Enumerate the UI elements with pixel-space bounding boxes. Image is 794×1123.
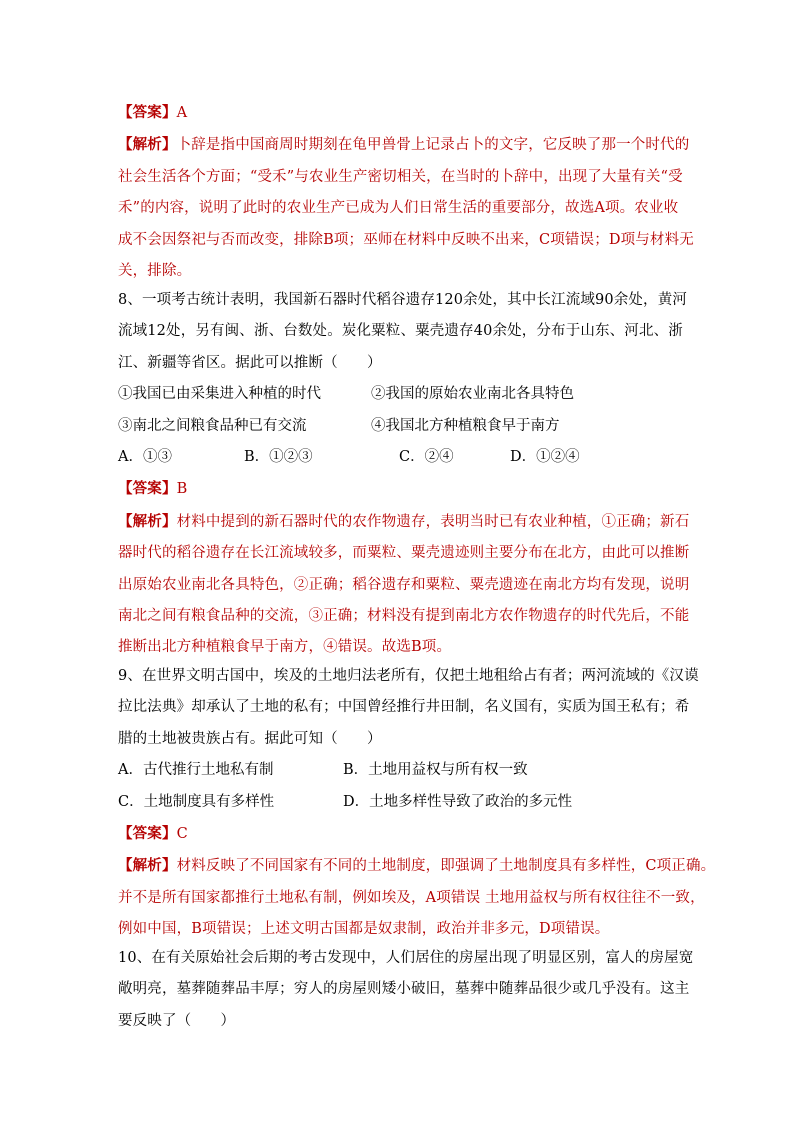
q7-answer-block <box>118 97 694 287</box>
q7-analysis-line: 【解析】卜辞是指中国商周时期刻在龟甲兽骨上记录占卜的文字，它反映了那一个时代的 <box>118 136 690 154</box>
q8-answer <box>118 473 678 505</box>
q10-stem-line: 10、在有关原始社会后期的考古发现中，人们居住的房屋出现了明显区别，富人的房屋宽 <box>118 950 694 966</box>
q8-analysis-line: 推断出北方种植粮食早于南方，④错误。故选B项。 <box>118 639 452 656</box>
q9-analysis-line: 例如中国，B项错误；上述文明古国都是奴隶制，政治并非多元，D项错误。 <box>118 921 610 938</box>
q10-block <box>118 943 694 1037</box>
q8-stem-line: 江、新疆等省区。据此可以推断（ ） <box>118 354 382 371</box>
q8-analysis-line: 器时代的稻谷遗存在长江流域较多，而粟粒、粟壳遗迹则主要分布在北方，由此可以推断 <box>118 545 690 562</box>
q9-option-b: B．土地用益权与所有权一致 <box>343 762 528 779</box>
q8-option-a: A．①③ <box>118 449 172 465</box>
q8-block <box>118 285 690 664</box>
q10-stem-line: 要反映了（ ） <box>118 1012 236 1029</box>
answer-value: C <box>176 826 188 842</box>
q9-option-d: D．土地多样性导致了政治的多元性 <box>343 793 573 810</box>
q9-analysis-line: 【解析】材料反映了不同国家有不同的土地制度，即强调了土地制度具有多样性，C项正确。 <box>118 857 716 875</box>
q9-option-a: A．古代推行土地私有制 <box>118 762 274 779</box>
answer-label: 【答案】 <box>118 825 177 842</box>
q8-statement: ①我国已由采集进入种植的时代 <box>118 386 321 403</box>
answer-value: A <box>176 105 188 121</box>
q8-analysis-line: 南北之间有粮食品种的交流，③正确；材料没有提到南北方农作物遗存的时代先后，不能 <box>118 608 690 625</box>
q9-stem-line: 9、在世界文明古国中，埃及的土地归法老所有，仅把土地租给占有者；两河流域的《汉谟 <box>118 668 699 684</box>
answer-label: 【答案】 <box>118 480 177 498</box>
q9-options-row <box>118 755 678 786</box>
answer-label: 【答案】 <box>118 104 177 121</box>
q8-stem-line: 流域12处，另有闽、浙、台数处。炭化粟粒、粟壳遗存40余处，分布于山东、河北、浙 <box>118 323 683 340</box>
q8-stem-line: 8、一项考古统计表明，我国新石器时代稻谷遗存120余处，其中长江流域90余处，黄河 <box>118 292 687 308</box>
q7-answer <box>118 97 678 129</box>
q9-analysis-line: 并不是所有国家都推行土地私有制，例如埃及，A项错误 土地用益权与所有权往往不一致， <box>118 889 705 906</box>
q8-option-c: C．②④ <box>399 449 454 465</box>
q7-analysis-line: 成不会因祭祀与否而改变，排除B项；巫师在材料中反映不出来，C项错误；D项与材料无 <box>118 231 694 248</box>
q8-option-d: D．①②④ <box>510 449 580 465</box>
q9-block <box>118 661 716 946</box>
q8-analysis-line: 【解析】材料中提到的新石器时代的农作物遗存，表明当时已有农业种植，①正确；新石 <box>118 512 690 530</box>
analysis-label: 【解析】 <box>118 857 177 875</box>
q9-options-row <box>118 787 678 818</box>
q8-option-b: B．①②③ <box>244 449 313 465</box>
q8-statement: ②我国的原始农业南北各具特色 <box>371 386 574 403</box>
q7-analysis-line: 禾”的内容，说明了此时的农业生产已成为人们日常生活的重要部分，故选A项。农业收 <box>118 200 679 217</box>
analysis-label: 【解析】 <box>118 136 177 154</box>
analysis-label: 【解析】 <box>118 512 177 530</box>
q10-stem-line: 敞明亮，墓葬随葬品丰厚；穷人的房屋则矮小破旧，墓葬中随葬品很少或几乎没有。这主 <box>118 981 690 998</box>
q8-statements-row <box>118 379 678 410</box>
q9-stem-line: 拉比法典》却承认了土地的私有；中国曾经推行井田制，名义国有，实质为国王私有；希 <box>118 699 690 716</box>
q9-answer <box>118 818 678 850</box>
q8-options-row <box>118 442 678 473</box>
answer-value: B <box>176 481 188 498</box>
q9-stem-line: 腊的土地被贵族占有。据此可知（ ） <box>118 730 382 747</box>
q8-statements-row <box>118 411 678 442</box>
q8-statement: ④我国北方种植粮食早于南方 <box>371 417 560 434</box>
q7-analysis-line: 社会生活各个方面；“受禾”与农业生产密切相关，在当时的卜辞中，出现了大量有关“受 <box>118 168 683 185</box>
q8-analysis-line: 出原始农业南北各具特色，②正确；稻谷遗存和粟粒、粟壳遗迹在南北方均有发现，说明 <box>118 576 690 593</box>
q8-statement: ③南北之间粮食品种已有交流 <box>118 417 307 434</box>
q7-analysis-line: 关，排除。 <box>118 263 192 280</box>
q9-option-c: C．土地制度具有多样性 <box>118 793 275 810</box>
